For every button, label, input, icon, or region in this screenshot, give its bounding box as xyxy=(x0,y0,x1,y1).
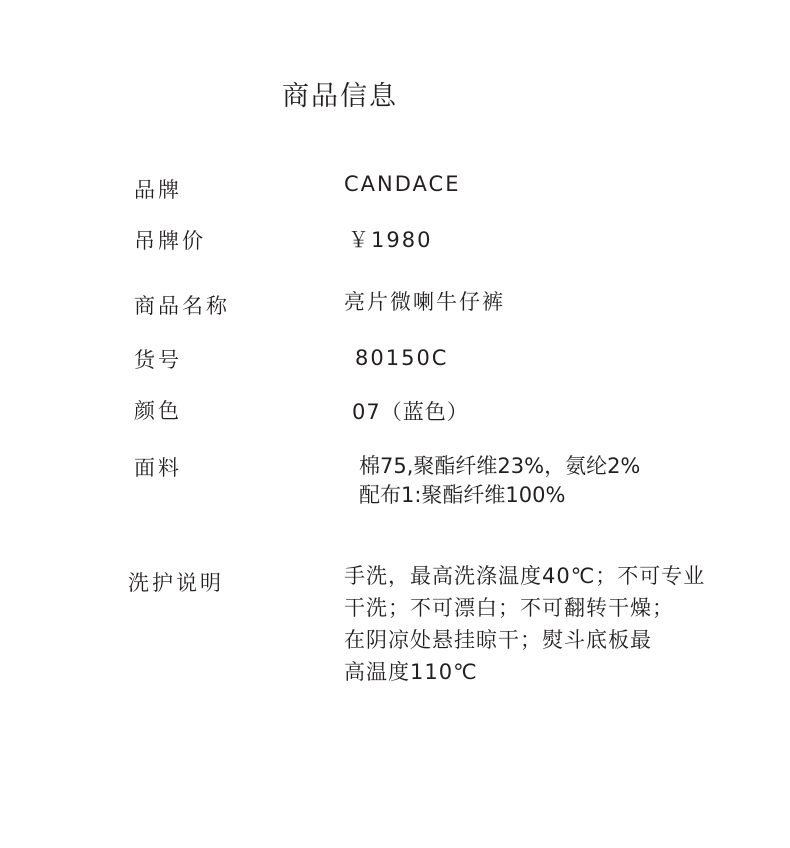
brand-value: CANDACE xyxy=(344,172,461,196)
product-name-label: 商品名称 xyxy=(134,294,230,318)
fabric-label: 面料 xyxy=(134,456,182,480)
tag-price-value: ￥1980 xyxy=(348,228,433,252)
color-value: 07（蓝色） xyxy=(352,400,469,424)
item-number-value: 80150C xyxy=(355,346,449,370)
care-line: 高温度110℃ xyxy=(344,660,478,684)
tag-price-label: 吊牌价 xyxy=(134,229,206,253)
fabric-line: 棉75,聚酯纤维23%，氨纶2% xyxy=(359,454,641,478)
product-name-value: 亮片微喇牛仔裤 xyxy=(344,290,505,314)
brand-label: 品牌 xyxy=(134,178,182,202)
care-line: 在阴凉处悬挂晾干；熨斗底板最 xyxy=(344,628,652,652)
care-value xyxy=(344,560,705,688)
fabric-value xyxy=(359,452,640,510)
care-line: 干洗；不可漂白；不可翻转干燥； xyxy=(344,596,674,620)
care-line: 手洗，最高洗涤温度40℃；不可专业 xyxy=(344,564,706,588)
color-label: 颜色 xyxy=(134,399,182,423)
page-title: 商品信息 xyxy=(282,81,398,112)
care-label: 洗护说明 xyxy=(128,571,224,595)
fabric-line: 配布1:聚酯纤维100% xyxy=(359,483,566,507)
item-number-label: 货号 xyxy=(134,348,182,372)
